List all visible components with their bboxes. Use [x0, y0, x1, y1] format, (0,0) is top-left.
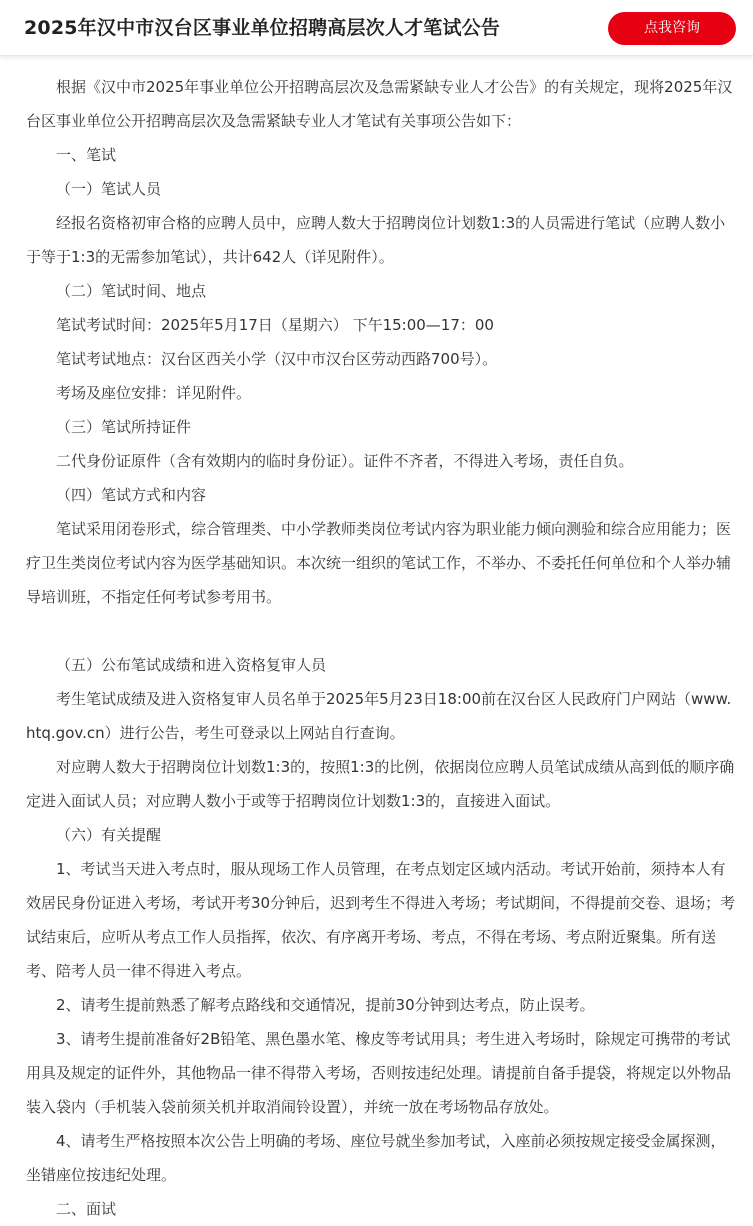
section-heading-written-exam: 一、笔试 — [56, 146, 117, 164]
paragraph-results-publication: 考生笔试成绩及进入资格复审人员名单于2025年5月23日18:00前在汉台区人民政府门户网站（www.htq.gov.cn）进行公告，考生可登录以上网站自行查询。 — [26, 690, 732, 742]
paragraph-spacer — [26, 614, 737, 648]
subheading-exam-candidates: （一）笔试人员 — [56, 180, 162, 198]
paragraph-seat-arrangement: 考场及座位安排：详见附件。 — [56, 384, 252, 402]
reminder-item-4: 4、请考生严格按照本次公告上明确的考场、座位号就坐参加考试，入座前必须按规定接受金属探测，坐错座位按违纪处理。 — [26, 1132, 726, 1184]
subheading-reminders: （六）有关提醒 — [56, 826, 162, 844]
reminder-item-2: 2、请考生提前熟悉了解考点路线和交通情况，提前30分钟到达考点，防止误考。 — [56, 996, 595, 1014]
paragraph-required-documents: 二代身份证原件（含有效期内的临时身份证）。证件不齐者，不得进入考场，责任自负。 — [56, 452, 634, 470]
paragraph-exam-format: 笔试采用闭卷形式，综合管理类、中小学教师类岗位考试内容为职业能力倾向测验和综合应用能力；医疗卫生类岗位考试内容为医学基础知识。本次统一组织的笔试工作，不举办、不委托任何单位和个人举办辅导培训班，不指定任何考试参考用书。 — [26, 520, 732, 606]
paragraph-exam-candidates: 经报名资格初审合格的应聘人员中，应聘人数大于招聘岗位计划数1:3的人员需进行笔试（应聘人数小于等于1:3的无需参加笔试），共计642人（详见附件）。 — [26, 214, 726, 266]
subheading-exam-time-place: （二）笔试时间、地点 — [56, 282, 207, 300]
paragraph-interview-ratio: 对应聘人数大于招聘岗位计划数1:3的，按照1:3的比例，依据岗位应聘人员笔试成绩从高到低的顺序确定进入面试人员；对应聘人数小于或等于招聘岗位计划数1:3的，直接进入面试。 — [26, 758, 735, 810]
paragraph-exam-location: 笔试考试地点：汉台区西关小学（汉中市汉台区劳动西路700号）。 — [56, 350, 498, 368]
reminder-item-1: 1、考试当天进入考点时，服从现场工作人员管理，在考点划定区域内活动。考试开始前，须持本人有效居民身份证进入考场，考试开考30分钟后，迟到考生不得进入考场；考试期间，不得提前交卷、退场；考试结束后，应听从考点工作人员指挥，依次、有序离开考场、考点，不得在考场、考点附近聚集。所有送考、陪考人员一律不得进入考点。 — [26, 860, 736, 980]
subheading-results: （五）公布笔试成绩和进入资格复审人员 — [56, 656, 327, 674]
intro-paragraph: 根据《汉中市2025年事业单位公开招聘高层次及急需紧缺专业人才公告》的有关规定，现将2025年汉台区事业单位公开招聘高层次及急需紧缺专业人才笔试有关事项公告如下： — [26, 78, 733, 130]
subheading-required-documents: （三）笔试所持证件 — [56, 418, 192, 436]
consult-button[interactable]: 点我咨询 — [608, 12, 736, 45]
reminder-item-3: 3、请考生提前准备好2B铅笔、黑色墨水笔、橡皮等考试用具；考生进入考场时，除规定可携带的考试用具及规定的证件外，其他物品一律不得带入考场，否则按违纪处理。请提前自备手提袋，将规定以外物品装入袋内（手机装入袋前须关机并取消闹铃设置），并统一放在考场物品存放处。 — [26, 1030, 732, 1116]
page-header — [0, 0, 753, 56]
article-body — [26, 70, 737, 1226]
subheading-exam-format: （四）笔试方式和内容 — [56, 486, 207, 504]
page-title: 2025年汉中市汉台区事业单位招聘高层次人才笔试公告 — [24, 17, 501, 39]
section-heading-interview: 二、面试 — [56, 1200, 117, 1218]
paragraph-exam-time: 笔试考试时间：2025年5月17日（星期六） 下午15:00—17：00 — [56, 316, 494, 334]
